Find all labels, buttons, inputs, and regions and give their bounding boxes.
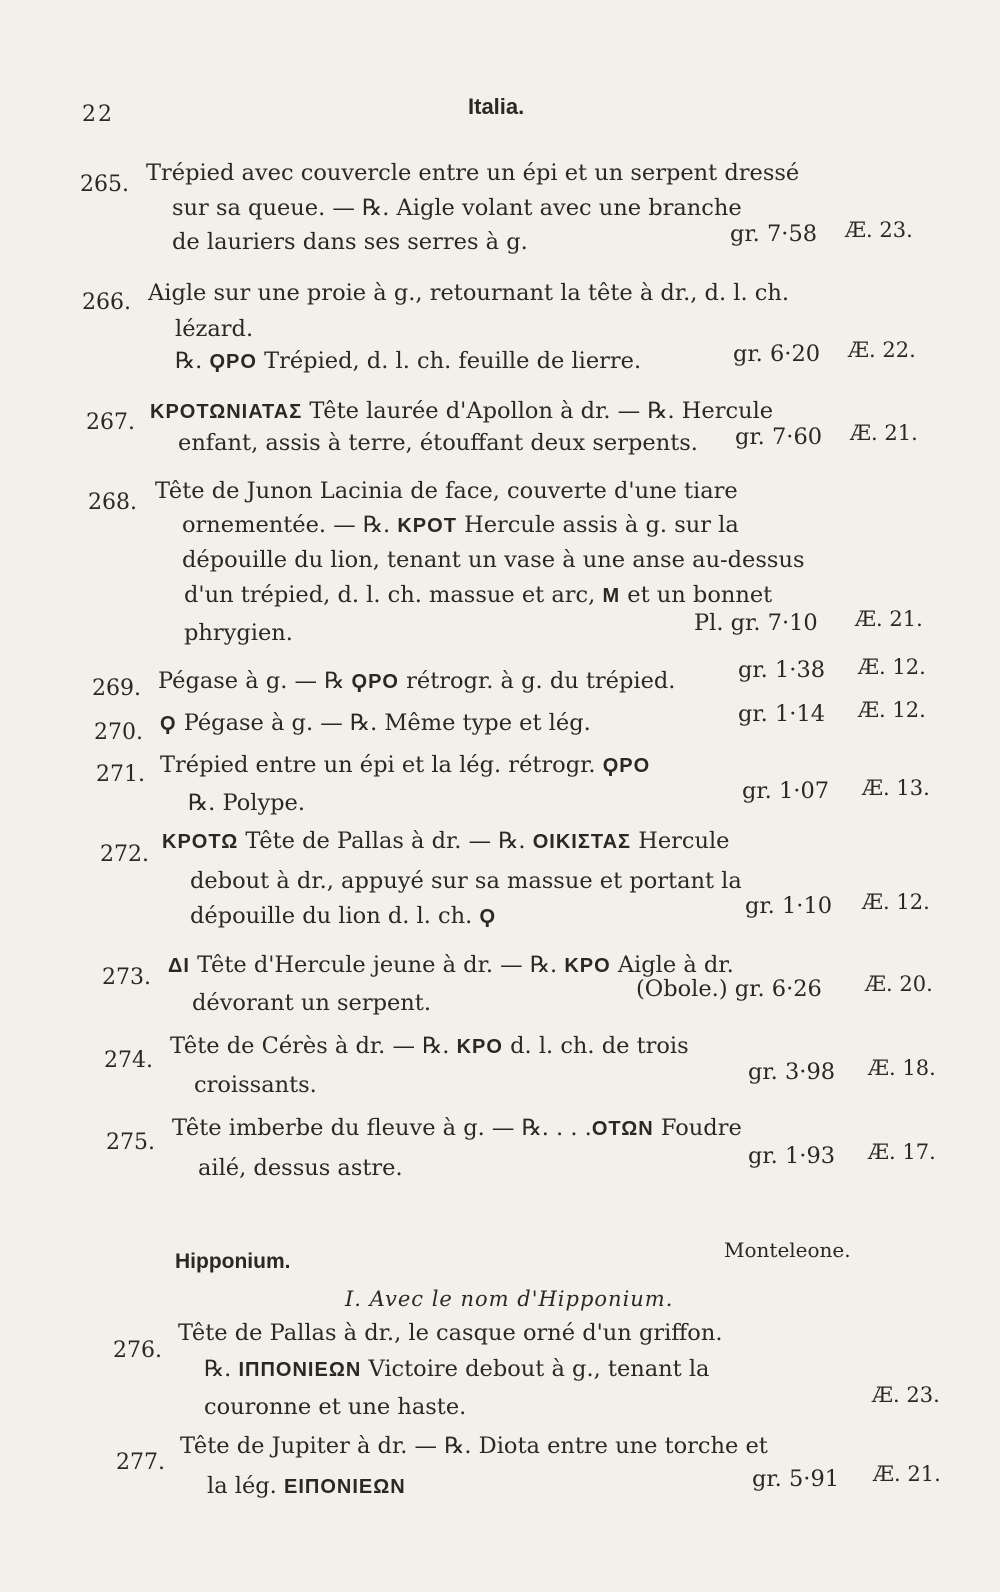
- greek-legend: ϘΡΟ: [602, 755, 651, 777]
- entry-line: lézard.: [175, 316, 254, 342]
- section-place: Monteleone.: [724, 1238, 851, 1262]
- entry-line: Tête imberbe du fleuve à g. — ℞. . . .ΟΤΩΝ Foudre: [172, 1115, 742, 1141]
- metal-size: Æ. 21.: [850, 421, 918, 445]
- weight: gr. 1·07: [742, 778, 830, 804]
- greek-legend: ΙΠΠΟΝΙΕΩΝ: [238, 1359, 362, 1381]
- entry-line: de lauriers dans ses serres à g.: [172, 229, 528, 255]
- entry-line: Aigle sur une proie à g., retournant la tête à dr., d. l. ch.: [148, 280, 789, 306]
- weight: gr. 7·60: [735, 424, 823, 450]
- entry-number: 277.: [116, 1450, 165, 1475]
- weight: gr. 1·14: [738, 701, 826, 727]
- entry-number: 272.: [100, 842, 149, 867]
- entry-line: Ϙ Pégase à g. — ℞. Même type et lég.: [160, 710, 591, 736]
- running-title: Italia.: [468, 94, 525, 119]
- entry-line: ΔΙ Tête d'Hercule jeune à dr. — ℞. ΚΡΟ Aigle à dr.: [168, 952, 734, 978]
- entry-line: Tête de Junon Lacinia de face, couverte d'une tiare: [155, 478, 738, 504]
- section-subtitle: I. Avec le nom d'Hipponium.: [345, 1287, 674, 1311]
- greek-legend: ΚΡΟΤΩΝΙΑΤΑΣ: [150, 401, 303, 423]
- weight: (Obole.) gr. 6·26: [636, 976, 822, 1002]
- metal-size: Æ. 23.: [872, 1383, 940, 1407]
- entry-line: ornementée. — ℞. ΚΡΟΤ Hercule assis à g. sur la: [182, 512, 739, 538]
- section-title: Hipponium.: [175, 1250, 291, 1273]
- greek-legend: Ϙ: [160, 713, 177, 735]
- entry-line: Tête de Jupiter à dr. — ℞. Diota entre une torche et: [180, 1433, 768, 1459]
- metal-size: Æ. 12.: [858, 698, 926, 722]
- entry-number: 269.: [92, 676, 141, 701]
- weight: gr. 1·38: [738, 657, 826, 683]
- metal-size: Æ. 18.: [868, 1056, 936, 1080]
- metal-size: Æ. 17.: [868, 1140, 936, 1164]
- entry-line: Tête de Cérès à dr. — ℞. ΚΡΟ d. l. ch. de trois: [170, 1033, 689, 1059]
- entry-line: dévorant un serpent.: [192, 990, 431, 1016]
- greek-legend: ϘΡΟ: [351, 671, 399, 693]
- entry-line: ℞. ΙΠΠΟΝΙΕΩΝ Victoire debout à g., tenant la: [204, 1356, 710, 1382]
- weight: gr. 5·91: [752, 1466, 840, 1492]
- entry-line: croissants.: [194, 1072, 317, 1098]
- weight: gr. 1·10: [745, 893, 833, 919]
- entry-line: couronne et une haste.: [204, 1394, 467, 1420]
- entry-number: 268.: [88, 490, 137, 515]
- weight: gr. 1·93: [748, 1143, 836, 1169]
- weight: gr. 3·98: [748, 1059, 836, 1085]
- entry-number: 271.: [96, 762, 145, 787]
- greek-legend: ΟΙΚΙΣΤΑΣ: [532, 831, 632, 853]
- entry-line: ΚΡΟΤΩΝΙΑΤΑΣ Tête laurée d'Apollon à dr. — ℞. Hercule: [150, 398, 774, 424]
- metal-size: Æ. 12.: [858, 655, 926, 679]
- entry-number: 276.: [113, 1338, 162, 1363]
- entry-line: Trépied entre un épi et la lég. rétrogr. ϘΡΟ: [160, 752, 651, 778]
- metal-size: Æ. 13.: [862, 776, 930, 800]
- greek-legend: ΟΤΩΝ: [591, 1118, 654, 1140]
- entry-line: phrygien.: [184, 620, 293, 646]
- weight: gr. 6·20: [733, 341, 821, 367]
- metal-size: Æ. 21.: [855, 607, 923, 631]
- greek-legend: ΚΡΟ: [456, 1036, 503, 1058]
- entry-line: Trépied avec couvercle entre un épi et un serpent dressé: [146, 160, 800, 186]
- entry-line: Tête de Pallas à dr., le casque orné d'un griffon.: [178, 1320, 723, 1346]
- greek-legend: ΚΡΟ: [564, 955, 611, 977]
- entry-line: [175, 348, 641, 374]
- greek-legend: ΕΙΠΟΝΙΕΩΝ: [284, 1476, 406, 1498]
- entry-line: sur sa queue. — ℞. Aigle volant avec une branche: [172, 195, 742, 221]
- greek-legend: ΚΡΟΤΩ: [162, 831, 239, 853]
- metal-size: Æ. 20.: [865, 972, 933, 996]
- entry-number: 267.: [86, 410, 135, 435]
- entry-line-rest: Trépied, d. l. ch. feuille de lierre.: [264, 348, 642, 374]
- entry-number: 273.: [102, 965, 151, 990]
- greek-legend: ΔΙ: [168, 955, 190, 977]
- page-number: 22: [82, 102, 114, 127]
- entry-line: debout à dr., appuyé sur sa massue et portant la: [190, 868, 742, 894]
- entry-line: dépouille du lion d. l. ch. Ϙ: [190, 903, 497, 929]
- greek-legend: ΚΡΟΤ: [397, 515, 457, 537]
- entry-line: enfant, assis à terre, étouffant deux serpents.: [178, 430, 698, 456]
- entry-number: 265.: [80, 172, 129, 197]
- weight: Pl. gr. 7·10: [694, 610, 818, 636]
- entry-number: 266.: [82, 290, 131, 315]
- metal-size: Æ. 21.: [873, 1462, 941, 1486]
- weight: gr. 7·58: [730, 221, 818, 247]
- entry-line: ℞. Polype.: [188, 790, 306, 816]
- metal-size: Æ. 12.: [862, 890, 930, 914]
- reverse-sign: ℞.: [175, 348, 203, 374]
- entry-line: la lég. ΕΙΠΟΝΙΕΩΝ: [207, 1473, 406, 1499]
- entry-line: Pégase à g. — ℞ ϘΡΟ rétrogr. à g. du trépied.: [158, 668, 676, 694]
- metal-size: Æ. 22.: [848, 338, 916, 362]
- entry-number: 275.: [106, 1130, 155, 1155]
- greek-legend: Ϙ: [479, 906, 497, 928]
- greek-legend: ϘΡΟ: [209, 351, 257, 373]
- page-header: [0, 90, 1000, 130]
- entry-line: ΚΡΟΤΩ Tête de Pallas à dr. — ℞. ΟΙΚΙΣΤΑΣ Hercule: [162, 828, 730, 854]
- greek-legend: Μ: [602, 585, 621, 607]
- entry-line: dépouille du lion, tenant un vase à une anse au-dessus: [182, 547, 805, 573]
- entry-line: d'un trépied, d. l. ch. massue et arc, Μ et un bonnet: [184, 582, 773, 608]
- entry-number: 270.: [94, 720, 143, 745]
- metal-size: Æ. 23.: [845, 218, 913, 242]
- entry-line: ailé, dessus astre.: [198, 1155, 403, 1181]
- entry-number: 274.: [104, 1048, 153, 1073]
